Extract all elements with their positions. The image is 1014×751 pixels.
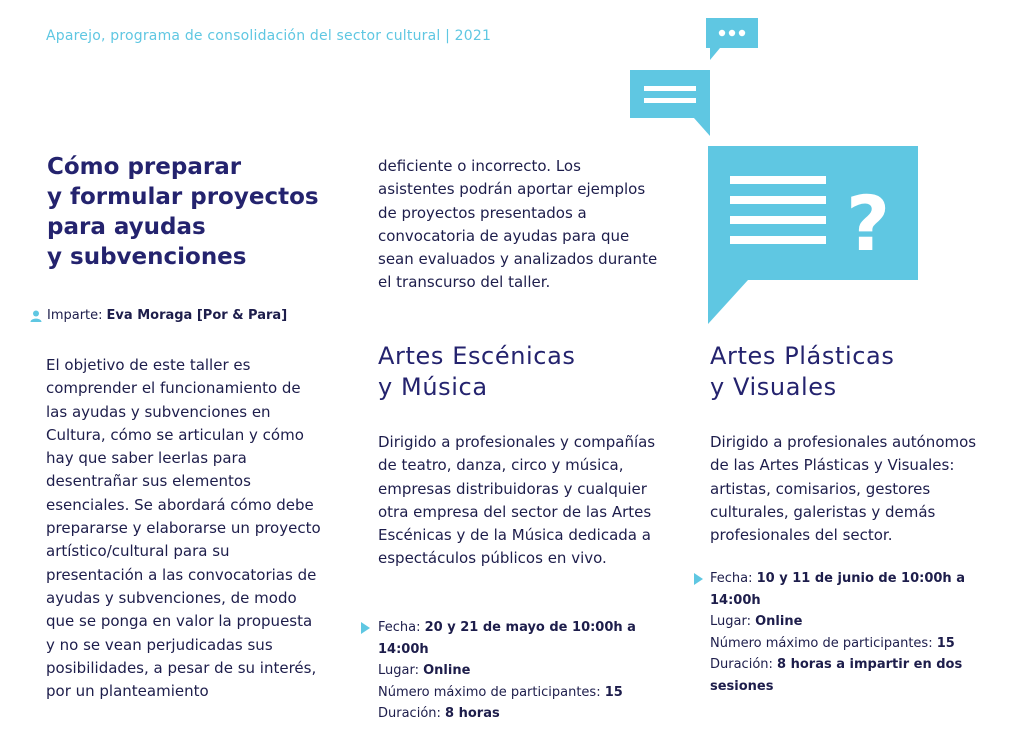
- duracion-label: Duración:: [378, 706, 441, 721]
- details-plasticas: [710, 568, 980, 697]
- lugar-row: [378, 660, 638, 682]
- fecha-row: [710, 568, 980, 611]
- duracion-label: Duración:: [710, 657, 773, 672]
- max-label: Número máximo de participantes:: [378, 684, 601, 700]
- section-title-line: y Visuales: [710, 373, 837, 401]
- duracion-value: 8 horas: [445, 706, 500, 721]
- speech-bubble-question-icon: [708, 146, 918, 324]
- title-line: para ayudas: [47, 214, 206, 240]
- fecha-value: 10 y 11 de junio de 10:00h a 14:00h: [710, 571, 965, 608]
- question-mark-icon: ?: [845, 179, 891, 268]
- duracion-row: [710, 654, 980, 697]
- fecha-label: Fecha:: [378, 620, 421, 635]
- lugar-value: Online: [423, 663, 471, 678]
- page-title: [47, 152, 347, 272]
- max-label: Número máximo de participantes:: [710, 635, 933, 651]
- max-row: [378, 682, 638, 704]
- title-line: y subvenciones: [47, 244, 247, 270]
- speech-bubble-dots-icon: [706, 18, 758, 60]
- section-title-line: y Música: [378, 373, 488, 401]
- section-description-plasticas: Dirigido a profesionales autónomos de las Artes Plásticas y Visuales: artistas, comisarios, gestores culturales, galeristas y demás profesionales del sector.: [710, 433, 977, 545]
- intro-paragraph-continued: deficiente o incorrecto. Los asistentes podrán aportar ejemplos de proyectos presentados a convocatoria de ayudas para que sean evaluados y analizados durante el transcurso del taller.: [378, 157, 658, 292]
- lugar-label: Lugar:: [378, 663, 419, 678]
- lugar-value: Online: [755, 614, 803, 629]
- instructor-line: [30, 308, 287, 323]
- duracion-row: [378, 703, 638, 725]
- speech-bubble-lines-icon: [630, 70, 710, 136]
- fecha-row: [378, 617, 638, 660]
- max-value: 15: [936, 635, 955, 651]
- max-row: [710, 633, 980, 655]
- fecha-label: Fecha:: [710, 571, 753, 586]
- instructor-name: Eva Moraga [Por & Para]: [106, 308, 288, 323]
- section-title-plasticas: [710, 341, 894, 403]
- section-title-escenicas: [378, 341, 576, 403]
- instructor-label: Imparte:: [47, 308, 103, 323]
- title-line: y formular proyectos: [47, 184, 319, 210]
- duracion-value: 8 horas a impartir en dos sesiones: [710, 657, 963, 694]
- section-description-escenicas: Dirigido a profesionales y compañías de teatro, danza, circo y música, empresas distribuidoras y cualquier otra empresa del sector de las Artes Escénicas y de la Música dedicada a espectáculos públicos en vivo.: [378, 433, 656, 568]
- section-title-line: Artes Plásticas: [710, 342, 895, 370]
- section-title-line: Artes Escénicas: [378, 342, 576, 370]
- person-icon: [30, 310, 47, 322]
- lugar-row: [710, 611, 980, 633]
- details-escenicas: [378, 617, 638, 725]
- lugar-label: Lugar:: [710, 614, 751, 629]
- page-header: Aparejo, programa de consolidación del sector cultural | 2021: [46, 28, 492, 44]
- title-line: Cómo preparar: [47, 154, 242, 180]
- max-value: 15: [604, 684, 623, 700]
- intro-paragraph: El objetivo de este taller es comprender el funcionamiento de las ayudas y subvenciones en Cultura, cómo se articulan y cómo hay que saber leerlas para desentrañar sus elementos esenciales. Se abordará cómo debe prepararse y elaborarse un proyecto artístico/cultural para su presentación a las convocatorias de ayudas y subvenciones, de modo que se ponga en valor la propuesta y no se vean perjudicadas sus posibilidades, a pesar de su interés, por un planteamiento: [46, 356, 321, 701]
- triangle-bullet-icon: [694, 573, 703, 585]
- triangle-bullet-icon: [361, 622, 370, 634]
- fecha-value: 20 y 21 de mayo de 10:00h a 14:00h: [378, 620, 636, 657]
